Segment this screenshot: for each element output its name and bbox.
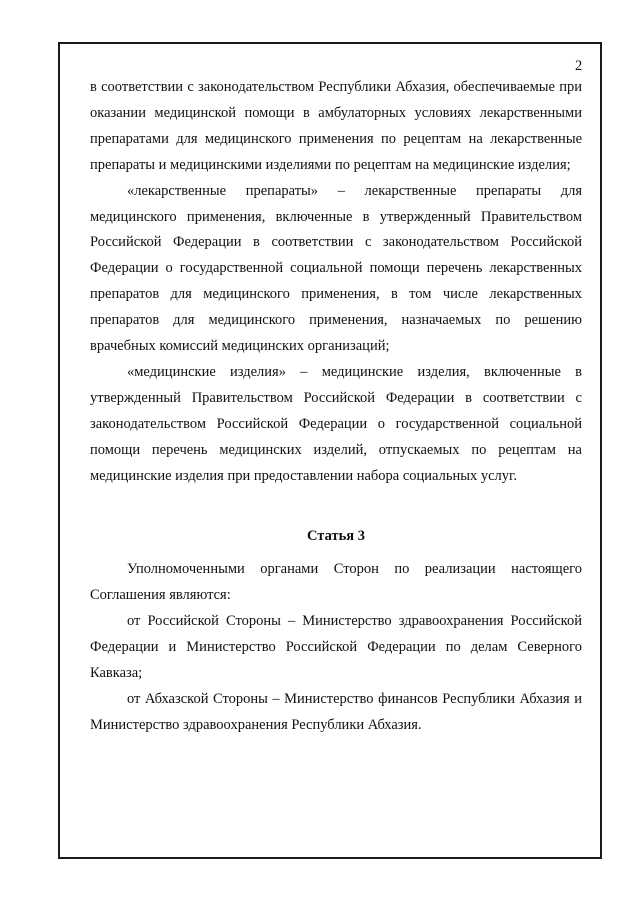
paragraph-russian-party: от Российской Стороны – Министерство здравоохранения Российской Федерации и Министерство Российской Федерации по делам Северного Кавказа; bbox=[90, 613, 582, 682]
paragraph-definition-devices: «медицинские изделия» – медицинские изделия, включенные в утвержденный Правительством Российской Федерации в соответствии с законодательством Российской Федерации о государственной социальной помощи перечень медицинских изделий, отпускаемых по рецептам на медицинские изделия при предоставлении набора социальных услуг. bbox=[90, 363, 582, 484]
paragraph-definition-medicines: «лекарственные препараты» – лекарственные препараты для медицинского применения, включенные в утвержденный Правительством Российской Федерации в соответствии с законодательством Российской Федерации о государственной социальной помощи перечень лекарственных препаратов для медицинского применения, в том числе лекарственных препаратов для медицинского применения, назначаемых по решению врачебных комиссий медицинских организаций; bbox=[90, 182, 582, 355]
paragraph-abkhaz-party: от Абхазской Стороны – Министерство финансов Республики Абхазия и Министерство здравоохранения Республики Абхазия. bbox=[90, 690, 582, 733]
paragraph-continuation: в соответствии с законодательством Республики Абхазия, обеспечиваемые при оказании медицинской помощи в амбулаторных условиях лекарственными препаратами для медицинского применения по рецептам на лекарственные препараты и медицинскими изделиями по рецептам на медицинские изделия; bbox=[90, 79, 582, 173]
document-body bbox=[90, 75, 582, 739]
article-heading: Статья 3 bbox=[307, 527, 365, 544]
paragraph-authorized-bodies: Уполномоченными органами Сторон по реализации настоящего Соглашения являются: bbox=[90, 561, 582, 604]
page-number: 2 bbox=[575, 58, 583, 74]
